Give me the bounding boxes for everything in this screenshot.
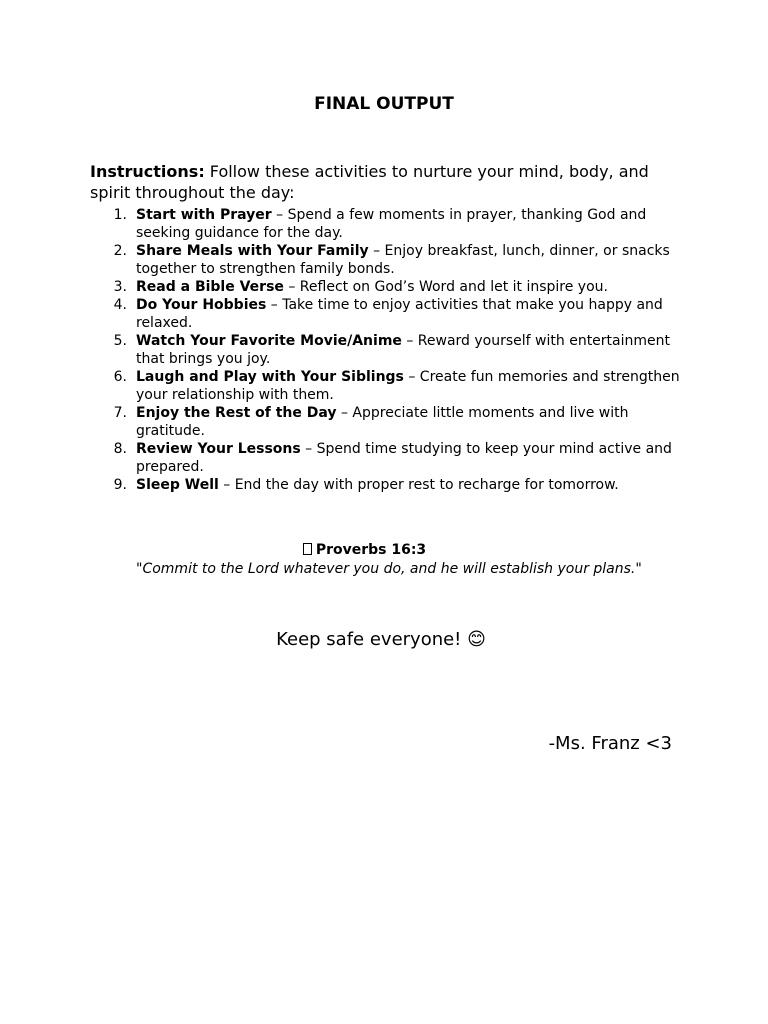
- list-item-number: 6.: [113, 369, 127, 385]
- list-item: [90, 440, 680, 476]
- list-item-number: 1.: [113, 207, 127, 223]
- list-item-text: – Spend a few moments in prayer, thanking God and seeking guidance for the day.: [136, 207, 647, 241]
- list-item: [90, 242, 680, 278]
- list-item-number: 9.: [113, 477, 127, 493]
- verse-quote: [136, 560, 681, 579]
- verse-text: Commit to the Lord whatever you do, and he will establish your plans.: [142, 561, 636, 577]
- list-item: [90, 296, 680, 332]
- missing-glyph-icon: [303, 543, 312, 555]
- instructions-label: Instructions:: [90, 162, 205, 181]
- verse-reference-line: [136, 541, 681, 560]
- list-item: [90, 278, 680, 296]
- list-item-text: – End the day with proper rest to recharge for tomorrow.: [218, 477, 619, 493]
- list-item: [90, 476, 680, 494]
- list-item: [90, 404, 680, 440]
- list-item-number: 4.: [113, 297, 127, 313]
- activity-list: [90, 206, 680, 494]
- list-item-title: Share Meals with Your Family: [136, 243, 369, 259]
- list-item-title: Watch Your Favorite Movie/Anime: [136, 333, 402, 349]
- verse-quote-open: ": [136, 561, 143, 577]
- list-item: [90, 332, 680, 368]
- list-item: [90, 368, 680, 404]
- list-item-title: Review Your Lessons: [136, 441, 301, 457]
- signature: -Ms. Franz <3: [548, 733, 672, 754]
- list-item-number: 7.: [113, 405, 127, 421]
- instructions-paragraph: [90, 161, 675, 203]
- list-item-number: 3.: [113, 279, 127, 295]
- list-item-text: – Take time to enjoy activities that make you happy and relaxed.: [136, 297, 663, 331]
- list-item-title: Start with Prayer: [136, 207, 272, 223]
- verse-quote-close: ": [635, 561, 642, 577]
- list-item-title: Read a Bible Verse: [136, 279, 284, 295]
- list-item-title: Do Your Hobbies: [136, 297, 267, 313]
- list-item-number: 2.: [113, 243, 127, 259]
- list-item-text: – Create fun memories and strengthen your relationship with them.: [136, 369, 680, 403]
- list-item-text: – Reflect on God’s Word and let it inspire you.: [283, 279, 608, 295]
- instructions-text: Follow these activities to nurture your mind, body, and spirit throughout the day:: [90, 162, 649, 202]
- list-item-title: Sleep Well: [136, 477, 219, 493]
- list-item-number: 8.: [113, 441, 127, 457]
- list-item-text: – Spend time studying to keep your mind active and prepared.: [136, 441, 672, 475]
- list-item-title: Laugh and Play with Your Siblings: [136, 369, 404, 385]
- list-item: [90, 206, 680, 242]
- list-item-text: – Appreciate little moments and live with gratitude.: [136, 405, 629, 439]
- verse-block: [136, 541, 681, 579]
- list-item-title: Enjoy the Rest of the Day: [136, 405, 337, 421]
- list-item-number: 5.: [113, 333, 127, 349]
- list-item-text: – Enjoy breakfast, lunch, dinner, or snacks together to strengthen family bonds.: [136, 243, 670, 277]
- verse-reference: Proverbs 16:3: [315, 542, 427, 558]
- list-item-text: – Reward yourself with entertainment that brings you joy.: [136, 333, 670, 367]
- page-title: FINAL OUTPUT: [314, 94, 454, 114]
- closing-message: Keep safe everyone! 😊: [276, 629, 486, 650]
